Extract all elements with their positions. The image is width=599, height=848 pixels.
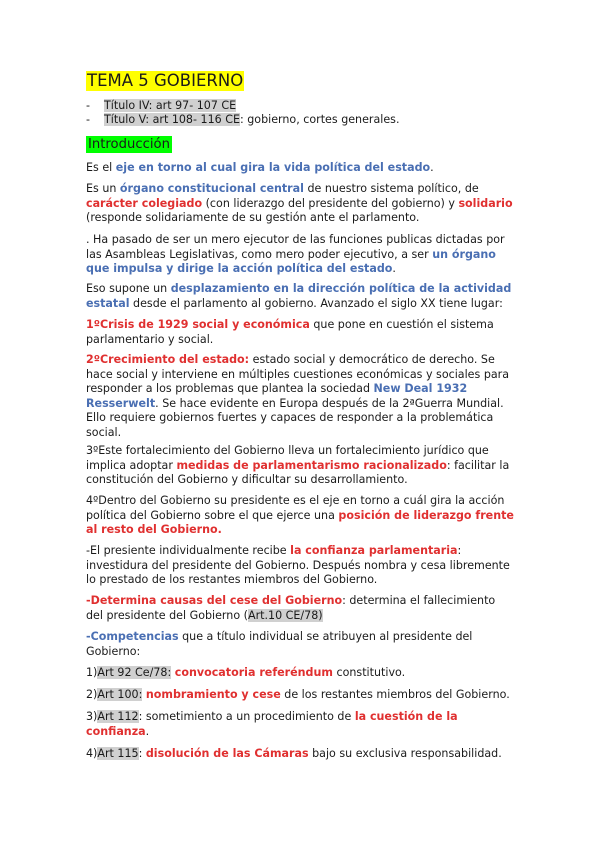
paragraph-10 <box>86 594 516 623</box>
emphasis-red: 1ºCrisis de 1929 social y económica <box>86 318 310 331</box>
emphasis-red: solidario <box>458 196 513 210</box>
paragraph-1 <box>86 161 516 176</box>
text: implica adoptar <box>86 458 177 472</box>
text: . <box>145 724 150 738</box>
paragraph-2 <box>86 182 516 226</box>
highlighted-text: Art 100: <box>97 688 143 701</box>
emphasis-blue: órgano constitucional central <box>119 182 304 195</box>
highlighted-text: Art 92 Ce/78: <box>97 666 172 679</box>
text: que pone en cuestión el sistema <box>309 318 494 331</box>
text: : <box>138 747 146 760</box>
highlighted-text: Título IV: art 97- 107 CE <box>104 99 237 112</box>
emphasis-red: -Determina causas del cese del Gobierno <box>86 594 343 607</box>
emphasis-red: carácter colegiado <box>86 196 203 210</box>
paragraph-11 <box>86 630 516 659</box>
text-line: investidura del presidente del Gobierno. Después nombra y cesa libremente <box>86 558 510 572</box>
document-title: TEMA 5 GOBIERNO <box>87 71 244 90</box>
text: Es un <box>86 182 120 195</box>
list-item-text: : gobierno, cortes generales. <box>239 113 400 126</box>
emphasis-red: la cuestión de la <box>354 710 458 723</box>
list-number: 2) <box>86 688 98 701</box>
emphasis-blue: un órgano <box>432 247 496 261</box>
text: -El presiente individualmente recibe <box>86 544 291 557</box>
text: : determina el fallecimiento <box>342 594 496 607</box>
text: constitutivo. <box>332 666 406 679</box>
emphasis-red: la confianza parlamentaria <box>290 544 458 557</box>
emphasis-red: medidas de parlamentarismo racionalizado <box>176 458 447 472</box>
paragraph-6 <box>86 353 516 441</box>
text: del presidente del Gobierno ( <box>86 608 248 622</box>
text: : sometimiento a un procedimiento de <box>138 710 355 723</box>
emphasis-blue: Resserwelt <box>86 396 156 410</box>
list-number: 3) <box>86 710 98 723</box>
list-number: 4) <box>86 747 98 760</box>
text-line: (responde solidariamente de su gestión ante el parlamento. <box>86 211 420 225</box>
emphasis-blue: eje en torno al cual gira la vida política del estado <box>115 161 431 174</box>
emphasis-red: disolución de las Cámaras <box>145 747 309 760</box>
text-line: Gobierno: <box>86 644 141 658</box>
text: . <box>392 262 396 276</box>
emphasis-blue: -Competencias <box>86 630 179 643</box>
emphasis-blue: que impulsa y dirige la acción política del estado <box>86 262 393 276</box>
paragraph-8 <box>86 494 516 538</box>
emphasis-blue: desplazamiento en la dirección política de la actividad <box>170 282 512 295</box>
highlighted-text: Art 115 <box>97 747 139 760</box>
text-line: 4ºDentro del Gobierno su presidente es el eje en torno a cuál gira la acción <box>86 494 505 507</box>
text-line: constitución del Gobierno y dificultar su desarrollamiento. <box>86 473 408 487</box>
highlighted-text: Art 112 <box>97 710 139 723</box>
bullet-dash: - <box>86 99 91 112</box>
text: (con liderazgo del presidente del gobierno) y <box>202 196 459 210</box>
emphasis-red: confianza <box>86 724 146 738</box>
list-item <box>86 666 516 681</box>
paragraph-3 <box>86 233 516 277</box>
text: de nuestro sistema político, de <box>303 182 479 195</box>
text: bajo su exclusiva responsabilidad. <box>308 747 502 760</box>
text: desde el parlamento al gobierno. Avanzado el siglo XX tiene lugar: <box>129 296 503 310</box>
text-line: hace social y interviene en múltiples cuestiones económicas y sociales para <box>86 367 510 381</box>
emphasis-red: 2ºCrecimiento del estado: <box>86 353 250 366</box>
text: responder a los problemas que plantea la sociedad <box>86 382 374 396</box>
text-line: parlamentario y social. <box>86 332 214 346</box>
list-number: 1) <box>86 666 98 679</box>
highlighted-text: Art.10 CE/78) <box>247 608 323 622</box>
text-line: 3ºEste fortalecimiento del Gobierno lleva un fortalecimiento jurídico que <box>86 444 489 457</box>
list-item-title-v <box>86 113 400 127</box>
list-item <box>86 710 516 739</box>
emphasis-red: posición de liderazgo frente <box>338 508 514 522</box>
list-item-title-iv <box>86 99 236 113</box>
paragraph-4 <box>86 282 516 311</box>
text-line: social. <box>86 425 122 439</box>
emphasis-red: nombramiento y cese <box>145 688 281 701</box>
text: política del Gobierno sobre el que ejerce una <box>86 508 339 522</box>
text-line: lo prestado de los restantes miembros del Gobierno. <box>86 573 378 587</box>
list-item <box>86 747 516 762</box>
emphasis-blue: estatal <box>86 296 130 310</box>
text: las Asambleas Legislativas, como mero poder ejecutivo, a ser <box>86 247 433 261</box>
list-item <box>86 688 516 703</box>
intro-heading: Introducción <box>88 137 170 152</box>
text-line: Ello requiere gobiernos fuertes y capaces de responder a la problemática <box>86 411 494 425</box>
text: de los restantes miembros del Gobierno. <box>280 688 510 701</box>
text: . <box>430 161 434 174</box>
emphasis-red: al resto del Gobierno. <box>86 523 222 537</box>
paragraph-7 <box>86 444 516 488</box>
text: : facilitar la <box>446 458 510 472</box>
bullet-dash: - <box>86 113 91 126</box>
text: Eso supone un <box>86 282 171 295</box>
text: que a título individual se atribuyen al presidente del <box>178 630 473 643</box>
highlighted-text: Título V: art 108- 116 CE <box>104 113 240 126</box>
text: Es el <box>86 161 116 174</box>
text-line: . Ha pasado de ser un mero ejecutor de las funciones publicas dictadas por <box>86 233 505 246</box>
text: . Se hace evidente en Europa después de la 2ªGuerra Mundial. <box>155 396 504 410</box>
text: : <box>457 544 462 557</box>
paragraph-5 <box>86 318 516 347</box>
emphasis-blue: New Deal 1932 <box>373 382 468 396</box>
text: estado social y democrático de derecho. Se <box>249 353 495 366</box>
paragraph-9 <box>86 544 516 588</box>
emphasis-red: convocatoria referéndum <box>174 666 333 679</box>
